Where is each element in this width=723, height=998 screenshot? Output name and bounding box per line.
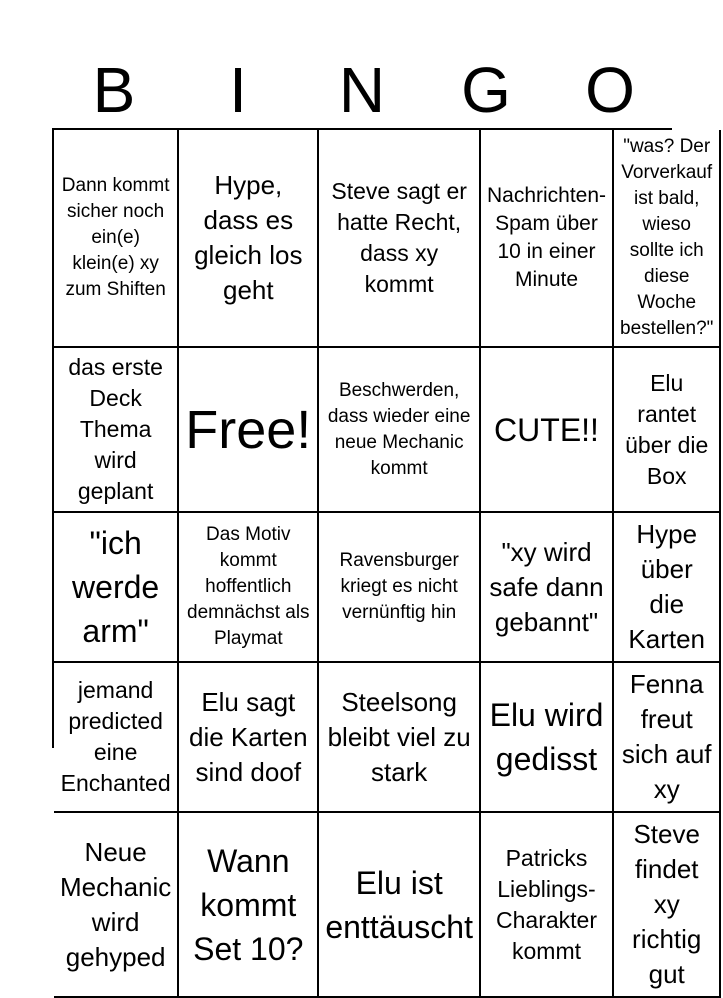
free-space-text: Free! [185, 399, 312, 460]
cell-text: Patricks Lieblings-Charakter kommt [496, 844, 597, 964]
cell-text: Hype, dass es gleich los geht [194, 170, 303, 305]
bingo-cell[interactable] [319, 813, 481, 998]
cell-text: Ravensburger kriegt es nicht vernünftig hin [339, 550, 459, 623]
cell-text: "was? Der Vorverkauf ist bald, wieso sollte ich diese Woche bestellen?" [620, 136, 714, 339]
cell-text: Hype über die Karten [628, 519, 706, 654]
bingo-cell[interactable] [481, 813, 614, 998]
bingo-cell[interactable] [54, 130, 179, 348]
bingo-cell[interactable] [54, 513, 179, 663]
bingo-cell-free[interactable] [179, 348, 319, 513]
cell-text: Elu wird gedisst [489, 697, 604, 777]
bingo-cell[interactable] [54, 348, 179, 513]
cell-text: das erste Deck Thema wird geplant [68, 354, 163, 504]
cell-text: Steve sagt er hatte Recht, dass xy kommt [331, 178, 467, 297]
cell-text: Neue Mechanic wird gehyped [60, 836, 172, 972]
cell-text: Wann kommt Set 10? [193, 842, 304, 967]
cell-text: Fenna freut sich auf xy [621, 669, 712, 804]
cell-text: Steelsong bleibt viel zu stark [327, 686, 471, 787]
bingo-cell[interactable] [481, 130, 614, 348]
bingo-cell[interactable] [481, 513, 614, 663]
bingo-cell[interactable] [319, 663, 481, 813]
cell-text: Elu ist enttäuscht [325, 864, 473, 945]
bingo-cell[interactable] [614, 813, 721, 998]
header-letter-g: G [461, 54, 511, 126]
bingo-cell[interactable] [614, 130, 721, 348]
header-letter-b: B [92, 54, 136, 126]
bingo-cell[interactable] [481, 348, 614, 513]
bingo-cell[interactable] [319, 130, 481, 348]
bingo-header [52, 52, 672, 128]
cell-text: Steve findet xy richtig gut [632, 819, 702, 989]
bingo-cell[interactable] [319, 348, 481, 513]
header-letter-i: I [229, 54, 247, 126]
bingo-cell[interactable] [614, 513, 721, 663]
cell-text: Nachrichten-Spam über 10 in einer Minute [486, 184, 607, 291]
cell-text: "xy wird safe dann gebannt" [489, 536, 604, 637]
header-letter-o: O [585, 54, 635, 126]
cell-text: "ich werde arm" [72, 525, 160, 649]
cell-text: CUTE!! [494, 411, 599, 448]
bingo-cell[interactable] [179, 513, 319, 663]
bingo-cell[interactable] [481, 663, 614, 813]
bingo-cell[interactable] [614, 663, 721, 813]
cell-text: Elu sagt die Karten sind doof [189, 686, 308, 787]
bingo-cell[interactable] [179, 130, 319, 348]
bingo-cell[interactable] [614, 348, 721, 513]
bingo-cell[interactable] [179, 813, 319, 998]
cell-text: jemand predicted eine Enchanted [60, 677, 171, 796]
cell-text: Dann kommt sicher noch ein(e) klein(e) xy zum Shiften [61, 175, 170, 300]
cell-text: Elu rantet über die Box [625, 369, 709, 489]
bingo-cell[interactable] [54, 663, 179, 813]
header-letter-n: N [338, 54, 386, 126]
bingo-cell[interactable] [179, 663, 319, 813]
bingo-cell[interactable] [54, 813, 179, 998]
cell-text: Beschwerden, dass wieder eine neue Mechanic kommt [327, 379, 471, 479]
bingo-grid [52, 128, 714, 989]
cell-text: Das Motiv kommt hoffentlich demnächst als Playmat [187, 524, 310, 649]
bingo-cell[interactable] [319, 513, 481, 663]
